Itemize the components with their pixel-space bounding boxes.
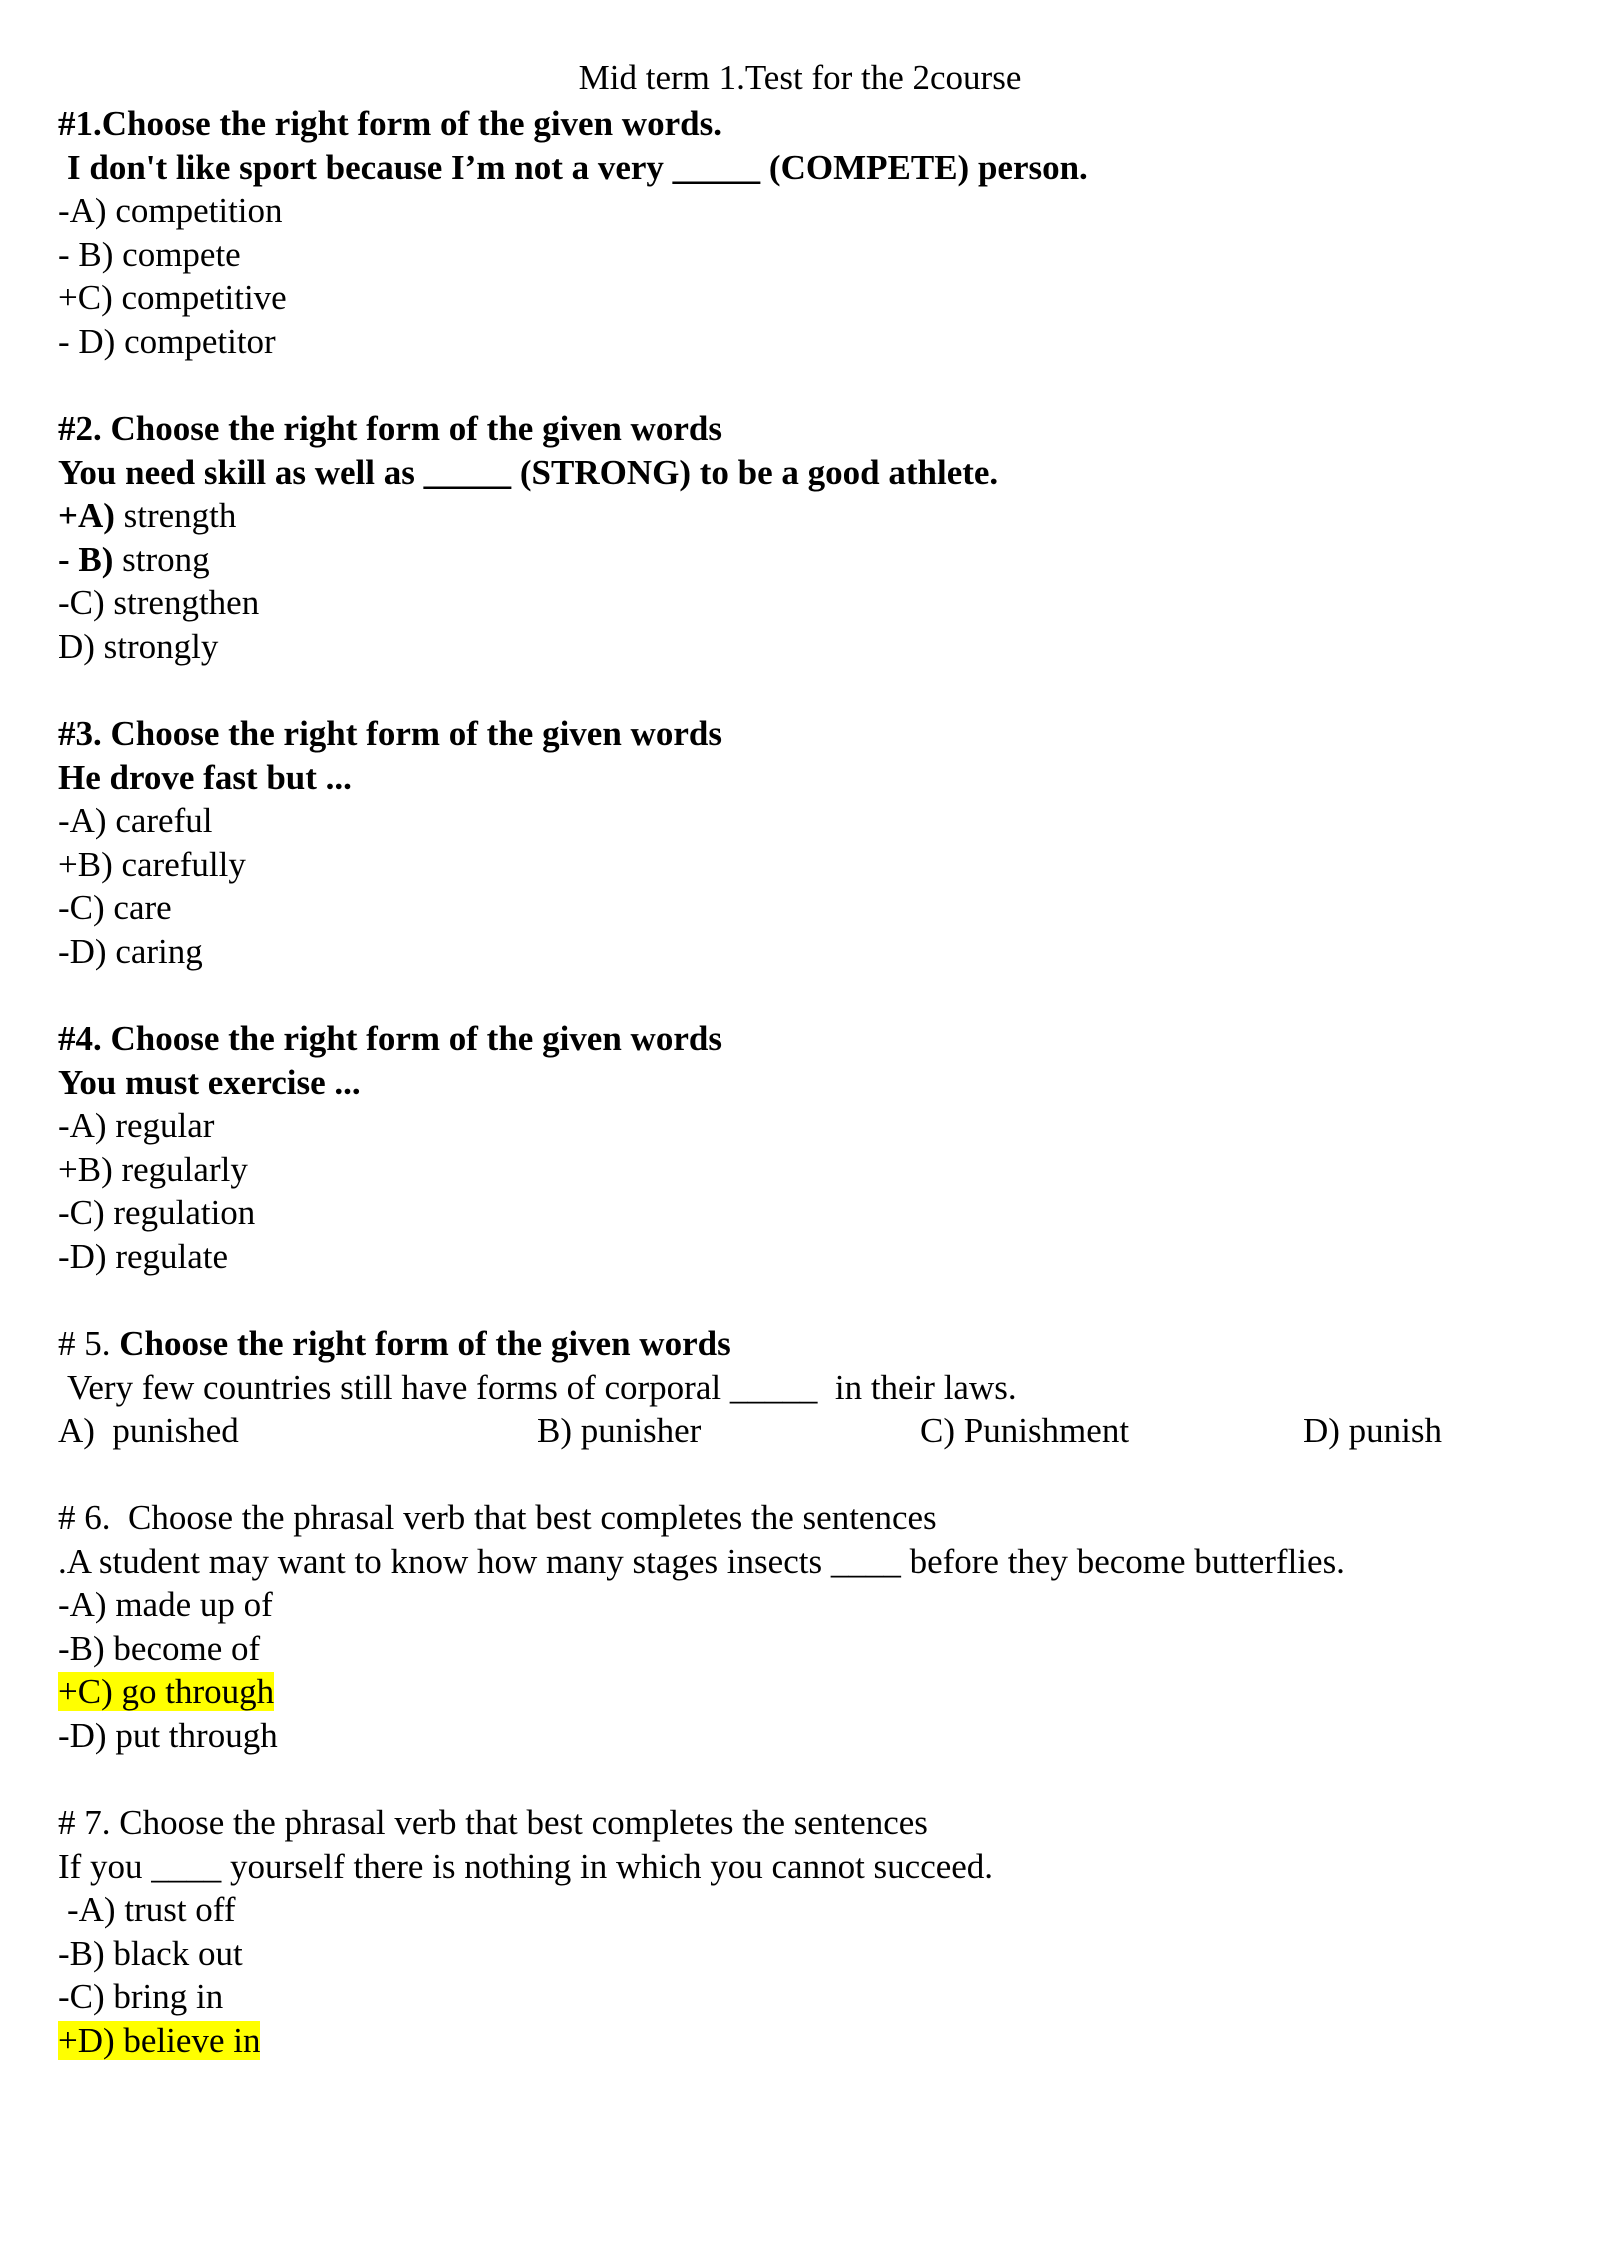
option-text: strength [114,496,237,535]
option-d [58,2019,1538,2063]
option-c [58,1670,1538,1714]
option-d: -D) regulate [58,1236,229,1276]
question-6 [58,1496,1538,1757]
option-a: -A) made up of [58,1585,273,1624]
option-b [58,538,1538,582]
question-heading: #1.Choose the right form of the given words. [58,104,722,143]
option-d: -D) caring [58,931,203,971]
option-c: -C) regulation [58,1193,256,1232]
option-mark: +A) [58,496,115,535]
option-b: +B) regularly [58,1149,248,1189]
option-b: B) punisher [537,1411,702,1450]
option-b: - B) compete [58,234,241,274]
option-c: -C) strengthen [58,583,260,622]
question-7 [58,1801,1538,2062]
question-heading: #4. Choose the right form of the given words [58,1019,722,1058]
option-d: D) strongly [58,626,219,666]
options-row [58,1409,1538,1453]
page-title: Mid term 1.Test for the 2course [578,58,1022,97]
option-text: strong [113,539,210,579]
question-heading: # 7. Choose the phrasal verb that best completes the sentences [58,1803,928,1842]
option-d: D) punish [1303,1411,1443,1450]
option-mark: - B) [58,539,114,579]
question-sentence: .A student may want to know how many stages insects ____ before they become butterflies. [58,1541,1345,1581]
question-sentence: You need skill as well as _____ (STRONG) to be a good athlete. [58,452,999,492]
question-sentence: You must exercise ... [58,1062,361,1102]
option-c: -C) care [58,888,172,927]
option-a: -A) regular [58,1106,215,1145]
option-d: -D) put through [58,1715,278,1755]
question-heading [58,1322,1538,1366]
option-a: -A) competition [58,191,283,230]
highlighted-answer: +C) go through [58,1672,275,1711]
question-number: # 5. [58,1324,120,1363]
question-heading: #3. Choose the right form of the given words [58,714,722,753]
option-d: - D) competitor [58,321,276,361]
question-2 [58,407,1538,668]
option-b: -B) black out [58,1933,243,1973]
option-c: -C) bring in [58,1977,224,2016]
question-heading: #2. Choose the right form of the given words [58,409,722,448]
option-a: A) punished [58,1411,239,1450]
question-sentence: Very few countries still have forms of corporal _____ in their laws. [67,1367,1017,1407]
option-a: -A) trust off [67,1890,236,1929]
question-sentence: He drove fast but ... [58,757,352,797]
question-heading: # 6. Choose the phrasal verb that best completes the sentences [58,1498,937,1537]
option-c: +C) competitive [58,278,287,317]
question-1 [58,102,1538,363]
option-b: -B) become of [58,1628,261,1668]
option-c: C) Punishment [920,1411,1130,1450]
option-a [58,494,1538,538]
question-heading-text: Choose the right form of the given words [119,1324,731,1363]
question-sentence: If you ____ yourself there is nothing in which you cannot succeed. [58,1846,994,1886]
question-sentence: I don't like sport because I’m not a very _____ (COMPETE) person. [67,147,1088,187]
question-5 [58,1322,1538,1453]
option-b: +B) carefully [58,844,246,884]
option-a: -A) careful [58,801,213,840]
question-3 [58,712,1538,973]
highlighted-answer: +D) believe in [58,2020,261,2060]
question-4 [58,1017,1538,1278]
